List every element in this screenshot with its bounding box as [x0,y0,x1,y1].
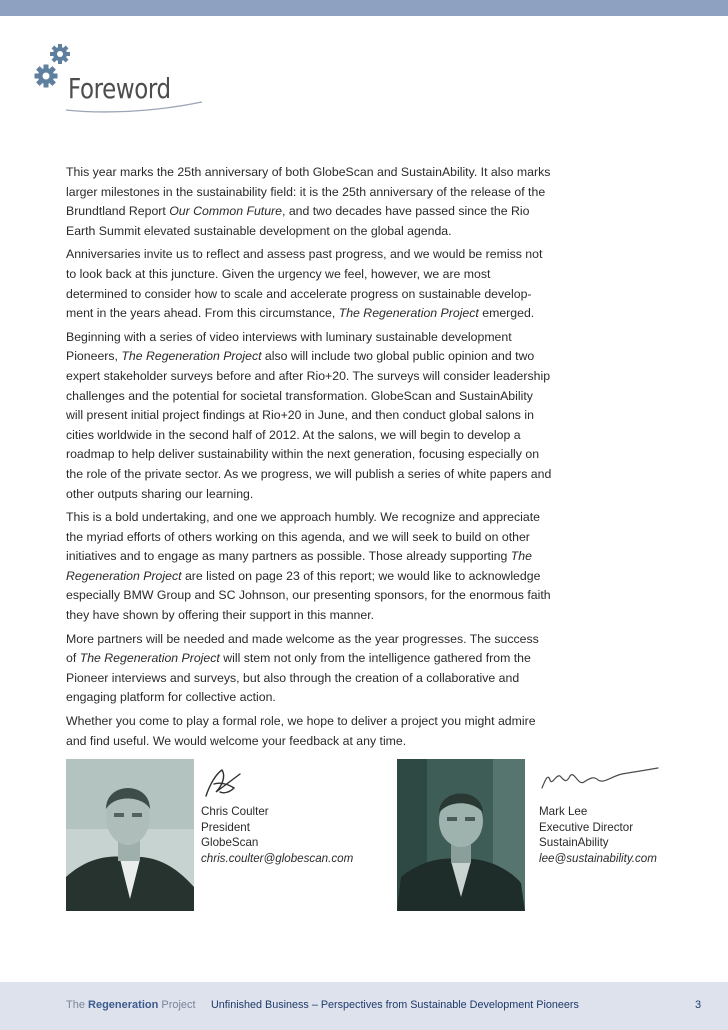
page-title: Foreword [68,72,171,105]
italic-run: The Regeneration Project [338,306,479,321]
paragraph [66,328,552,504]
text-run: Whether you come to play a formal role, we hope to deliver a project you might admire and find useful. We would welcome your feedback at any time. [66,714,536,748]
page-header [30,40,230,120]
brand-suffix: Project [158,999,196,1011]
text-run: This is a bold undertaking, and one we approach humbly. We recognize and appreciate the myriad efforts of others working on this agenda, and we will seek to build on other initiatives and to engage as many partners as possible. Those already supporting [66,510,540,564]
italic-run: The Regeneration Project [121,349,262,364]
italic-run: Our Common Future [169,204,282,219]
text-run: are listed on page 23 of this report; we would like to acknowledge especially BMW Group and SC Johnson, our presenting sponsors, for the enormous faith they have shown by offering their support in this manner. [66,568,551,623]
signatory-org: GlobeScan [201,836,259,849]
signatory-name: Chris Coulter [201,805,269,818]
signatory-role: Executive Director [539,820,634,834]
paragraph [66,163,552,241]
top-color-bar [0,0,728,16]
text-run: Anniversaries invite us to reflect and assess past progress, and we would be remiss not to look back at this juncture. Given the urgency we feel, however, we are most determined to consider how to scale and accelerate progress on sustainable develop-ment in the years ahead. From this circumstance, [66,247,543,321]
signature-mark-lee [538,764,660,794]
paragraph [66,630,552,708]
italic-run: The Regeneration Project [66,549,532,583]
signatory-name: Mark Lee [539,805,588,818]
text-run: will stem not only from the intelligence gathered from the Pioneer interviews and surveys, but also through the creation of a collaborative and engaging platform for collective action. [66,651,531,705]
foreword-body [66,163,552,755]
paragraph [66,245,552,323]
paragraph [66,712,552,751]
brand-strong: Regeneration [88,999,159,1011]
portrait-chris-coulter [66,759,194,911]
signatory-role: President [201,820,250,834]
text-run: More partners will be needed and made welcome as the year progresses. The success of [66,631,539,666]
text-run: also will include two global public opinion and two expert stakeholder surveys before and after Rio+20. The surveys will consider leadership challenges and the potential for societal transformation. GlobeScan and SustainAbility will present initial project findings at Rio+20 in June, and then conduct global salons in cities worldwide in the second half of 2012. At the salons, we will begin to develop a roadmap to help deliver sustainability within the next generation, focusing especially on the role of the private sector. As we progress, we will publish a series of white papers and other outputs sharing our learning. [66,349,552,501]
brand-prefix: The [66,999,89,1011]
signatory-chris-coulter [201,804,353,866]
signatory-mark-lee [539,804,657,866]
italic-run: The Regeneration Project [79,651,220,666]
footer-subtitle: Unfinished Business – Perspectives from Sustainable Development Pioneers [211,999,579,1011]
signature-chris-coulter [200,766,246,800]
portrait-mark-lee [397,759,525,911]
text-run: , and two decades have passed since the Rio Earth Summit elevated sustainable development on the global agenda. [66,204,530,238]
signatory-email[interactable]: lee@sustainability.com [539,851,657,865]
page-footer [0,982,728,1030]
paragraph [66,508,552,626]
text-run: Beginning with a series of video interviews with luminary sustainable development Pioneers, [66,329,512,364]
text-run: emerged. [478,306,535,321]
text-run: This year marks the 25th anniversary of both GlobeScan and SustainAbility. It also marks larger milestones in the sustainability field: it is the 25th anniversary of the release of the Brundtland Report [66,165,551,219]
footer-brand [66,999,196,1011]
signatory-org: SustainAbility [539,836,609,849]
signatory-email[interactable]: chris.coulter@globescan.com [201,851,354,865]
title-swoosh [64,100,204,114]
page-number: 3 [695,999,702,1011]
